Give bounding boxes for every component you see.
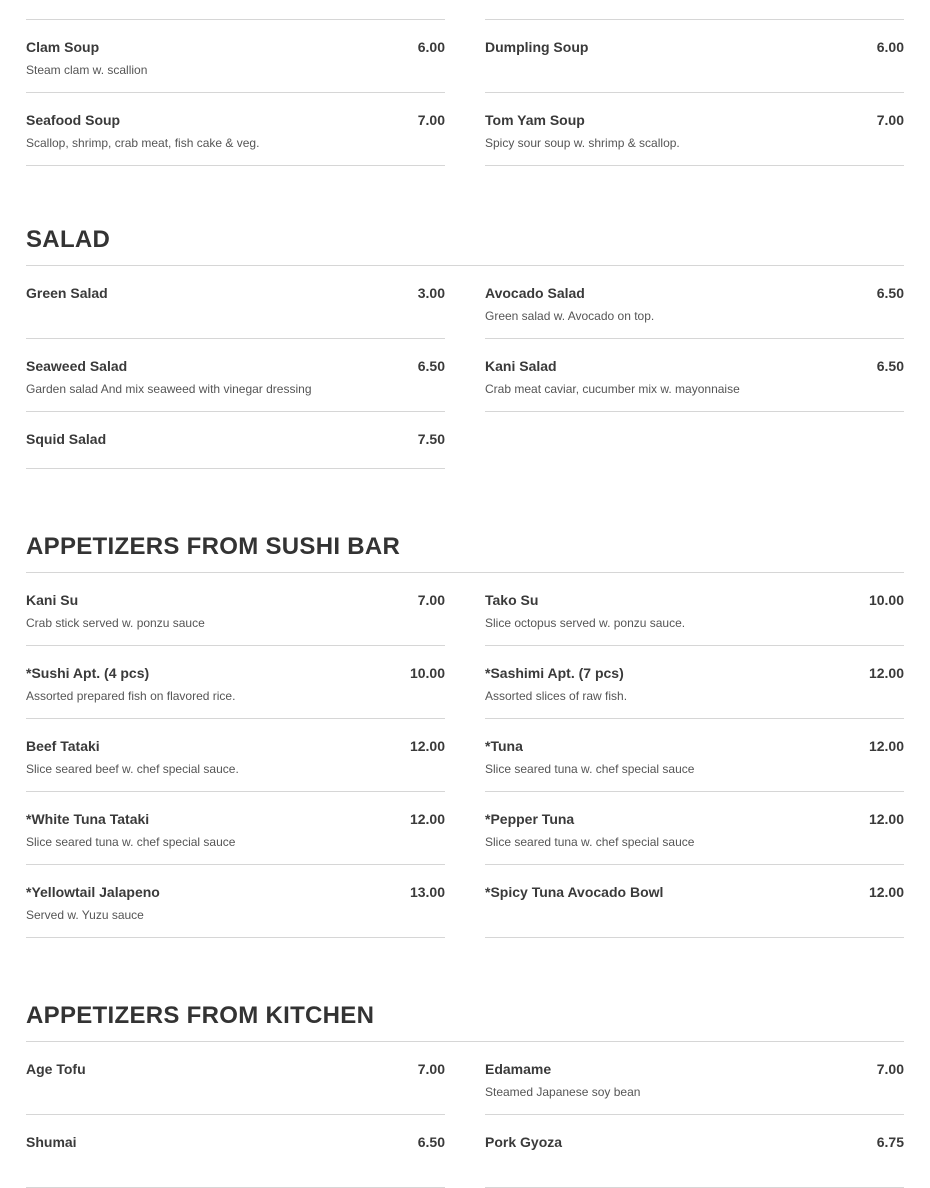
item-name: *White Tuna Tataki [26,811,150,827]
item-price: 13.00 [409,884,445,900]
menu-item [485,266,904,339]
menu-item [485,573,904,646]
item-description: Scallop, shrimp, crab meat, fish cake & veg. [26,136,260,150]
item-name: Clam Soup [26,39,100,55]
item-price: 6.50 [876,285,904,301]
item-price: 7.00 [876,112,904,128]
menu-item [26,573,445,646]
item-name: Edamame [485,1061,552,1077]
cut-off-row [26,0,904,19]
item-name: *Pepper Tuna [485,811,575,827]
item-price: 7.00 [417,592,445,608]
item-description: Slice seared tuna w. chef special sauce [485,762,695,776]
item-price: 12.00 [868,665,904,681]
item-name: *Sushi Apt. (4 pcs) [26,665,150,681]
menu-item [485,1115,904,1188]
item-price: 7.00 [876,1061,904,1077]
item-price: 7.50 [417,431,445,447]
item-description: Garden salad And mix seaweed with vinegar dressing [26,382,312,396]
item-price: 6.00 [876,39,904,55]
item-description: Slice seared tuna w. chef special sauce [26,835,236,849]
menu-item [26,1042,445,1115]
section-title: APPETIZERS FROM KITCHEN [26,1004,904,1042]
sushi-bar-grid [26,573,904,938]
menu-item [26,412,445,469]
sushi-bar-section [26,535,904,938]
item-description: Served w. Yuzu sauce [26,908,144,922]
item-price: 7.00 [417,1061,445,1077]
menu-item [485,792,904,865]
item-name: *Spicy Tuna Avocado Bowl [485,884,664,900]
item-price: 6.50 [876,358,904,374]
item-name: Beef Tataki [26,738,100,754]
item-name: Tom Yam Soup [485,112,585,128]
salad-section [26,228,904,469]
menu-item [26,719,445,792]
item-name: Green Salad [26,285,108,301]
item-name: Squid Salad [26,431,107,447]
item-description: Crab stick served w. ponzu sauce [26,616,205,630]
item-name: Dumpling Soup [485,39,589,55]
item-price: 6.75 [876,1134,904,1150]
item-price: 10.00 [868,592,904,608]
item-description: Slice octopus served w. ponzu sauce. [485,616,686,630]
item-description: Crab meat caviar, cucumber mix w. mayonnaise [485,382,740,396]
item-description: Steam clam w. scallion [26,63,148,77]
section-title: APPETIZERS FROM SUSHI BAR [26,535,904,573]
menu-item [26,266,445,339]
item-description: Spicy sour soup w. shrimp & scallop. [485,136,680,150]
menu-item [485,20,904,93]
item-description: Assorted slices of raw fish. [485,689,628,703]
item-name: *Tuna [485,738,523,754]
item-name: Avocado Salad [485,285,585,301]
item-price: 3.00 [417,285,445,301]
item-description: Steamed Japanese soy bean [485,1085,641,1099]
menu-item [485,339,904,412]
item-price: 6.00 [417,39,445,55]
empty-cell [485,412,904,468]
item-name: Kani Su [26,592,79,608]
kitchen-section [26,1004,904,1188]
item-price: 12.00 [868,811,904,827]
menu-item [26,93,445,166]
item-price: 10.00 [409,665,445,681]
item-name: Pork Gyoza [485,1134,563,1150]
item-price: 12.00 [868,884,904,900]
section-title: SALAD [26,228,904,266]
item-price: 12.00 [868,738,904,754]
menu-item-partial [485,0,904,20]
item-name: Shumai [26,1134,77,1150]
item-name: Tako Su [485,592,539,608]
item-price: 6.50 [417,1134,445,1150]
menu-item [26,339,445,412]
menu-item [485,1042,904,1115]
menu-item [485,719,904,792]
menu-item [26,646,445,719]
item-description: Slice seared beef w. chef special sauce. [26,762,239,776]
soup-section [26,20,904,166]
item-description: Assorted prepared fish on flavored rice. [26,689,236,703]
menu-item [26,792,445,865]
item-name: Seafood Soup [26,112,121,128]
item-price: 7.00 [417,112,445,128]
kitchen-grid [26,1042,904,1188]
item-name: Age Tofu [26,1061,86,1077]
item-name: Seaweed Salad [26,358,128,374]
item-name: *Yellowtail Jalapeno [26,884,160,900]
item-description: Green salad w. Avocado on top. [485,309,655,323]
item-description: Slice seared tuna w. chef special sauce [485,835,695,849]
menu-item-partial [26,0,445,20]
item-price: 6.50 [417,358,445,374]
salad-grid [26,266,904,469]
menu-item [485,865,904,938]
item-price: 12.00 [409,738,445,754]
item-price: 12.00 [409,811,445,827]
menu-item [485,646,904,719]
soup-grid [26,20,904,166]
menu-item [26,1115,445,1188]
menu-item [26,865,445,938]
item-name: *Sashimi Apt. (7 pcs) [485,665,624,681]
item-name: Kani Salad [485,358,557,374]
menu-item [26,20,445,93]
menu-item [485,93,904,166]
